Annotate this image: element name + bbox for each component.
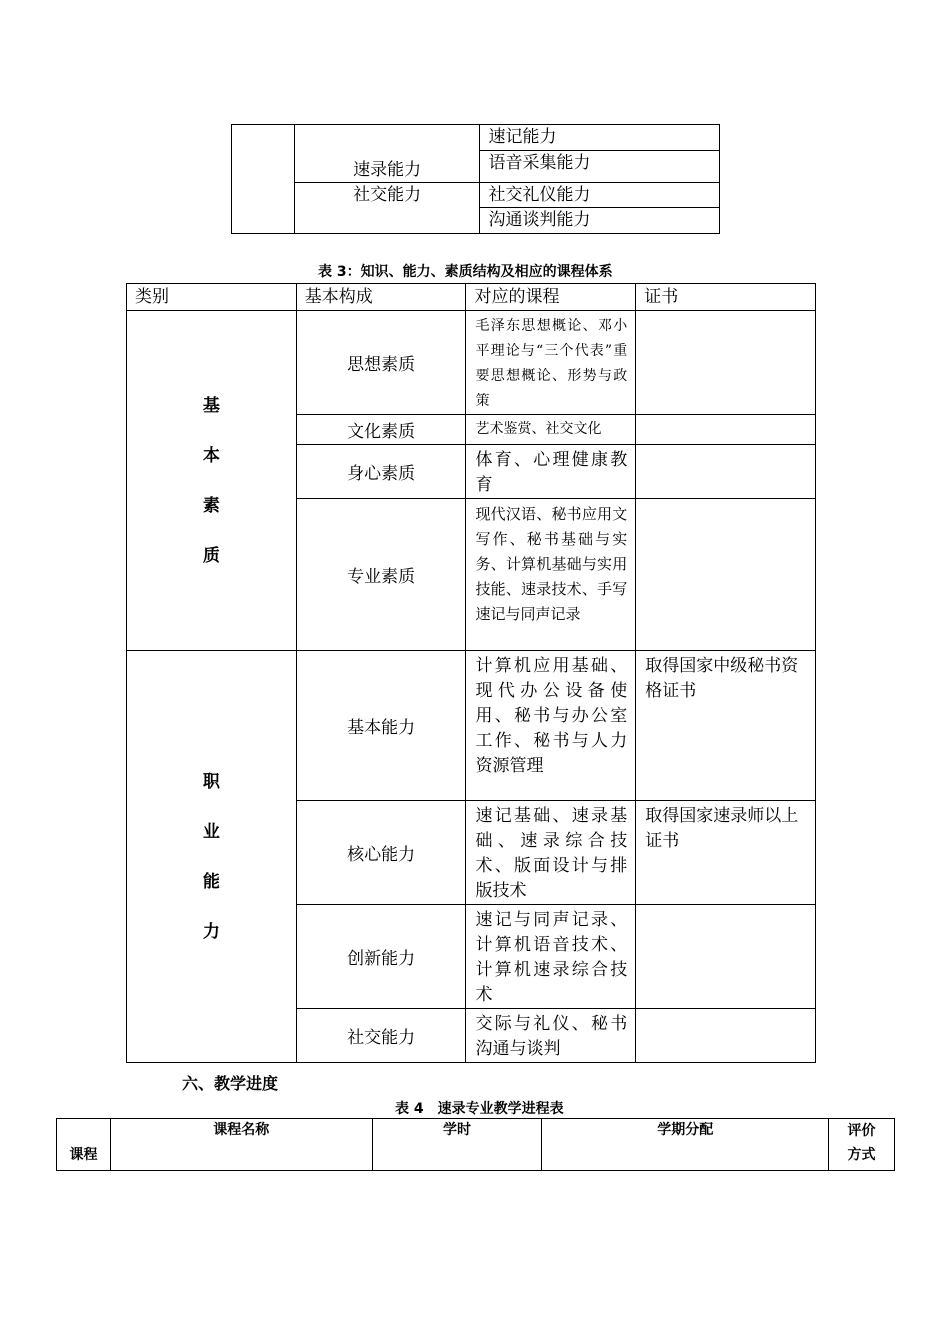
section-heading: 六、教学进度 [182,1074,279,1093]
header-evaluation-line: 评价 [847,1123,876,1139]
empty-category-cell [232,125,295,234]
sub-ability-label: 语音采集能力 [488,153,591,173]
sub-ability-label: 速记能力 [488,127,557,147]
component-cell: 社交能力 [296,1009,466,1063]
category-char: 基 [202,395,220,416]
category-char: 本 [202,445,220,466]
component-cell: 创新能力 [296,905,466,1009]
sub-ability-cell [480,208,720,234]
header-evaluation-line: 方式 [847,1147,876,1163]
header-hours: 学时 [372,1119,542,1171]
table4-caption: 表 4 速录专业教学进程表 [395,1101,564,1117]
component-cell: 身心素质 [296,445,466,499]
course-system-table [126,283,816,1063]
course-cell: 速记与同声记录、计算机语音技术、计算机速录综合技术 [466,905,636,1009]
ability-label: 社交能力 [353,185,422,205]
category-char: 素 [202,495,220,516]
component-cell: 核心能力 [296,801,466,905]
category-cell-basic-quality [127,311,297,651]
sub-ability-label: 社交礼仪能力 [488,185,591,205]
category-char: 业 [202,821,220,842]
category-char: 能 [202,871,220,892]
category-char: 质 [202,545,220,566]
ability-table-fragment [231,124,720,234]
sub-ability-cell [480,151,720,183]
header-semester: 学期分配 [542,1119,829,1171]
table-row [127,651,816,801]
component-cell: 思想素质 [296,311,466,415]
certificate-cell [636,905,816,1009]
certificate-cell [636,499,816,651]
course-cell: 现代汉语、秘书应用文写作、秘书基础与实务、计算机基础与实用技能、速录技术、手写速记与同声记录 [466,499,636,651]
header-course: 课程 [57,1119,111,1171]
course-cell: 艺术鉴赏、社交文化 [466,415,636,445]
certificate-cell [636,445,816,499]
certificate-cell [636,415,816,445]
header-category: 类别 [127,284,297,311]
certificate-cell: 取得国家速录师以上证书 [636,801,816,905]
category-cell-professional-ability [127,651,297,1063]
table-header-row [127,284,816,311]
teaching-schedule-table [56,1118,895,1171]
header-evaluation [829,1119,895,1171]
course-cell: 交际与礼仪、秘书沟通与谈判 [466,1009,636,1063]
component-cell: 基本能力 [296,651,466,801]
table-row [127,311,816,415]
certificate-cell [636,311,816,415]
sub-ability-cell [480,125,720,151]
component-cell: 文化素质 [296,415,466,445]
table-header-row [57,1119,895,1171]
ability-label: 速录能力 [353,160,422,180]
sub-ability-label: 沟通谈判能力 [488,210,591,230]
course-cell: 体育、心理健康教育 [466,445,636,499]
table3-caption: 表 3：知识、能力、素质结构及相应的课程体系 [318,264,613,280]
course-cell: 毛泽东思想概论、邓小平理论与“三个代表”重要思想概论、形势与政策 [466,311,636,415]
course-cell: 计算机应用基础、现代办公设备使用、秘书与办公室工作、秘书与人力资源管理 [466,651,636,801]
sub-ability-cell [480,183,720,208]
header-component: 基本构成 [296,284,466,311]
certificate-cell [636,1009,816,1063]
ability-cell [294,125,480,183]
component-cell: 专业素质 [296,499,466,651]
certificate-cell: 取得国家中级秘书资格证书 [636,651,816,801]
category-char: 职 [202,771,220,792]
ability-cell [294,183,480,234]
header-course-name: 课程名称 [110,1119,372,1171]
course-cell: 速记基础、速录基础、速录综合技术、版面设计与排版技术 [466,801,636,905]
category-char: 力 [202,921,220,942]
header-certificate: 证书 [636,284,816,311]
header-course: 对应的课程 [466,284,636,311]
